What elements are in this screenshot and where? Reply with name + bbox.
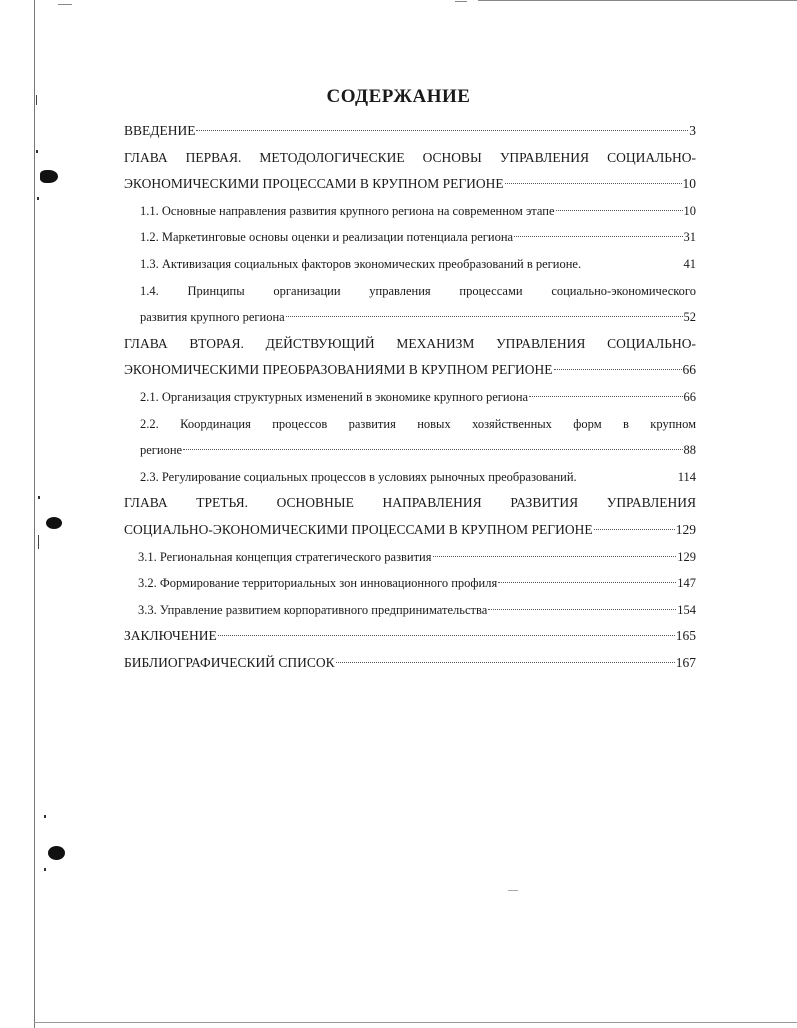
toc-entry	[124, 597, 696, 624]
toc-page-number: 66	[682, 362, 696, 378]
toc-entry	[124, 623, 696, 650]
scan-edge-left	[34, 0, 35, 1028]
toc-entry-title-line: 1.4. Принципы организации управления процессами социально-экономического	[140, 283, 696, 298]
toc-page-number: 129	[677, 549, 696, 564]
toc-page-number: 114	[677, 469, 696, 484]
toc-entry-title: 2.3. Регулирование социальных процессов в условиях рыночных преобразований.	[140, 469, 577, 484]
punch-hole-mark	[46, 517, 62, 529]
toc-entry-continuation	[124, 357, 696, 384]
toc-entry	[124, 198, 696, 225]
toc-entry	[124, 251, 696, 278]
toc-entry-title: 1.2. Маркетинговые основы оценки и реализации потенциала региона	[140, 230, 514, 245]
toc-entry-title-line: ГЛАВА ТРЕТЬЯ. ОСНОВНЫЕ НАПРАВЛЕНИЯ РАЗВИТИЯ УПРАВЛЕНИЯ	[124, 495, 696, 511]
dot-leader	[336, 662, 675, 663]
scan-dot	[44, 815, 46, 818]
toc-entry	[124, 464, 696, 491]
toc-entry	[124, 278, 696, 305]
dot-leader	[529, 396, 682, 397]
toc-entry-title: 3.3. Управление развитием корпоративного предпринимательства	[138, 602, 488, 617]
toc-entry-title: ВВЕДЕНИЕ	[124, 123, 196, 138]
toc-page-number: 147	[677, 576, 696, 591]
toc-entry-title: регионе	[140, 443, 183, 458]
scan-dot	[37, 197, 39, 200]
dot-leader	[183, 449, 682, 450]
toc-entry	[124, 145, 696, 172]
scan-edge-bottom	[34, 1022, 797, 1023]
toc-page-number: 167	[675, 654, 696, 670]
scan-dot	[38, 496, 40, 499]
dot-leader	[556, 210, 683, 211]
page-title: СОДЕРЖАНИЕ	[326, 86, 471, 107]
toc-entry-title: БИБЛИОГРАФИЧЕСКИЙ СПИСОК	[124, 654, 335, 670]
toc-entry-title: 2.1. Организация структурных изменений в экономике крупного региона	[140, 389, 529, 404]
toc-page-number: 10	[683, 203, 696, 218]
toc-entry-title: ЗАКЛЮЧЕНИЕ	[124, 628, 217, 644]
toc-page-number: 41	[683, 256, 696, 271]
dot-leader	[433, 556, 677, 557]
toc-page-number: 66	[683, 389, 696, 404]
toc-entry-title: 1.1. Основные направления развития крупного региона на современном этапе	[140, 203, 555, 218]
toc-entry	[124, 411, 696, 438]
toc-entry-title: развития крупного региона	[140, 310, 285, 325]
toc-entry-continuation	[124, 304, 696, 331]
toc-entry-title-line: ГЛАВА ПЕРВАЯ. МЕТОДОЛОГИЧЕСКИЕ ОСНОВЫ УПРАВЛЕНИЯ СОЦИАЛЬНО-	[124, 149, 696, 165]
toc-entry	[124, 650, 696, 677]
toc-page-number: 165	[675, 628, 696, 644]
dot-leader	[286, 316, 683, 317]
toc-entry-title-line: ГЛАВА ВТОРАЯ. ДЕЙСТВУЮЩИЙ МЕХАНИЗМ УПРАВЛЕНИЯ СОЦИАЛЬНО-	[124, 335, 696, 351]
punch-hole-mark	[40, 170, 58, 183]
toc-page-number: 10	[682, 176, 696, 192]
toc-entry-title: 3.2. Формирование территориальных зон инновационного профиля	[138, 576, 498, 591]
table-of-contents	[124, 118, 696, 676]
toc-entry-title-line: 2.2. Координация процессов развития новых хозяйственных форм в крупном	[140, 416, 696, 431]
punch-hole-mark	[48, 846, 65, 860]
toc-entry	[124, 224, 696, 251]
dot-leader	[514, 236, 682, 237]
toc-entry-title: 1.3. Активизация социальных факторов экономических преобразований в регионе.	[140, 256, 582, 271]
toc-page-number: 3	[689, 123, 696, 138]
toc-page-number: 31	[683, 230, 696, 245]
toc-page-number: 129	[675, 521, 696, 537]
dot-leader	[488, 609, 676, 610]
scan-edge-mark	[38, 535, 39, 549]
dot-leader	[218, 635, 675, 636]
toc-page-number: 154	[677, 602, 696, 617]
toc-entry	[124, 331, 696, 358]
dot-leader	[196, 130, 688, 131]
toc-entry	[124, 384, 696, 411]
toc-entry-title: ЭКОНОМИЧЕСКИМИ ПРОЦЕССАМИ В КРУПНОМ РЕГИОНЕ	[124, 176, 504, 192]
toc-entry-continuation	[124, 171, 696, 198]
scan-edge-top	[478, 0, 797, 1]
toc-entry-continuation	[124, 437, 696, 464]
scan-dot	[36, 150, 38, 153]
toc-entry	[124, 544, 696, 571]
toc-entry	[124, 490, 696, 517]
toc-page-number: 52	[683, 310, 696, 325]
dot-leader	[505, 183, 682, 184]
dot-leader	[498, 582, 676, 583]
toc-entry	[124, 570, 696, 597]
toc-page-number: 88	[683, 443, 696, 458]
scan-dot	[44, 868, 46, 871]
toc-entry-title: 3.1. Региональная концепция стратегического развития	[138, 549, 432, 564]
scan-edge-mark	[58, 4, 72, 5]
toc-entry-title: СОЦИАЛЬНО-ЭКОНОМИЧЕСКИМИ ПРОЦЕССАМИ В КРУПНОМ РЕГИОНЕ	[124, 521, 593, 537]
dot-leader	[594, 529, 675, 530]
toc-entry	[124, 118, 696, 145]
dot-leader	[554, 369, 682, 370]
scan-edge-mark	[455, 1, 467, 2]
toc-entry-continuation	[124, 517, 696, 544]
scan-smudge	[508, 890, 518, 891]
toc-entry-title: ЭКОНОМИЧЕСКИМИ ПРЕОБРАЗОВАНИЯМИ В КРУПНОМ РЕГИОНЕ	[124, 362, 553, 378]
